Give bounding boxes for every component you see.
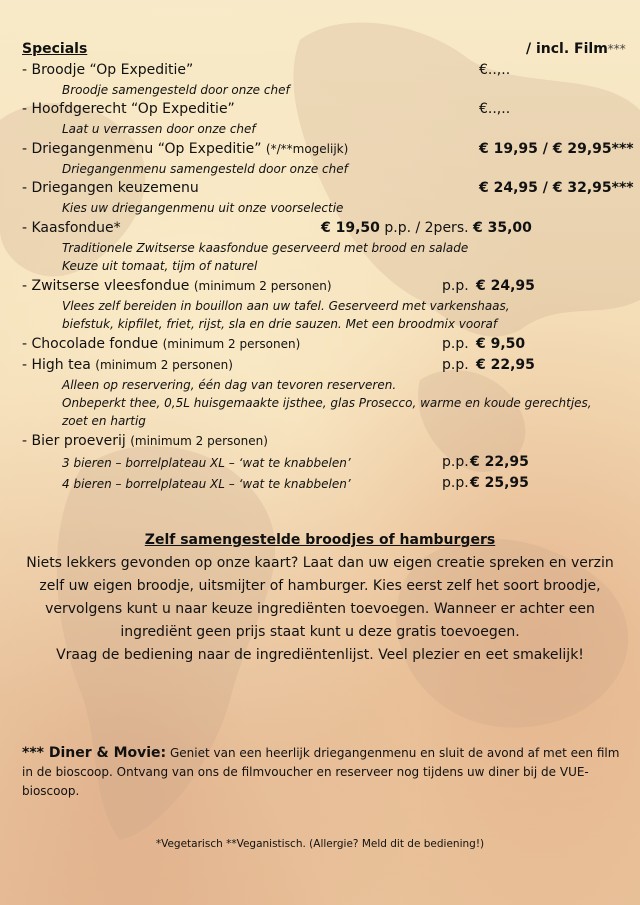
menu-item-desc: Broodje samengesteld door onze chef (62, 83, 290, 97)
section-line: Vraag de bediening naar de ingrediëntenlijst. Veel plezier en eet smakelijk! (56, 647, 584, 663)
menu-item-name: - Broodje “Op Expeditie” (22, 62, 194, 78)
section-line: Niets lekkers gevonden op onze kaart? Laat dan uw eigen creatie spreken en verzin (26, 555, 614, 571)
menu-item-price: € 9,50 (476, 336, 526, 352)
incl-film-label: / incl. Film*** (526, 41, 626, 57)
menu-item-name-row: - High tea (minimum 2 personen) (22, 357, 233, 373)
custom-sandwich-section (20, 532, 620, 667)
diner-movie-note (22, 744, 622, 801)
menu-item-desc: Alleen op reservering, één dag van tevoren reserveren. (62, 378, 397, 392)
beer-option-label: 4 bieren – borrelplateau XL – ‘wat te knabbelen’ (62, 477, 351, 491)
menu-item-name-row: - Bier proeverij (minimum 2 personen) (22, 433, 268, 449)
menu-item-name: - Hoofdgerecht “Op Expeditie” (22, 101, 235, 117)
menu-item-price-row: € 19,50 p.p. / 2pers. € 35,00 (321, 220, 532, 236)
beer-option-price: € 25,95 (470, 475, 529, 491)
menu-item-desc: Driegangenmenu samengesteld door onze chef (62, 162, 348, 176)
menu-item-name-row: - Chocolade fondue (minimum 2 personen) (22, 336, 301, 352)
menu-item-price: € 19,95 / € 29,95*** (479, 141, 634, 157)
diner-movie-text: Geniet van een heerlijk driegangenmenu en sluit de avond af met een film in de bioscoop. Ontvang van ons de filmvoucher en reserveer nog tijdens uw diner bij de VUE-bioscoop. (22, 746, 620, 798)
menu-item-desc: Traditionele Zwitserse kaasfondue geserveerd met brood en salade (62, 241, 469, 255)
per-person-label: p.p. (442, 278, 469, 294)
specials-heading: Specials (22, 41, 88, 57)
beer-option-price: € 22,95 (470, 454, 529, 470)
diner-movie-title: *** Diner & Movie: (22, 745, 167, 761)
menu-item-desc: Onbeperkt thee, 0,5L huisgemaakte ijsthee, glas Prosecco, warme en koude gerechtjes, (62, 396, 592, 410)
menu-item-name-row: - Driegangenmenu “Op Expeditie” (*/**mogelijk) (22, 141, 349, 157)
menu-item-desc: zoet en hartig (62, 414, 146, 428)
per-person-label: p.p. (442, 454, 469, 470)
menu-item-name-row: - Zwitserse vleesfondue (minimum 2 personen) (22, 278, 332, 294)
menu-item-name: - Driegangen keuzemenu (22, 180, 199, 196)
per-person-label: p.p. (442, 475, 469, 491)
menu-item-desc: biefstuk, kipfilet, friet, rijst, sla en drie sauzen. Met een broodmix vooraf (62, 317, 498, 331)
section-title: Zelf samengestelde broodjes of hamburgers (144, 532, 496, 548)
menu-item-price: € 24,95 (476, 278, 535, 294)
per-person-label: p.p. (442, 336, 469, 352)
section-line: zelf uw eigen broodje, uitsmijter of hamburger. Kies eerst zelf het soort broodje, (39, 578, 601, 594)
menu-item-price: €..,.. (479, 101, 511, 117)
menu-item-desc: Laat u verrassen door onze chef (62, 122, 256, 136)
per-person-label: p.p. (442, 357, 469, 373)
menu-item-name: - Kaasfondue* (22, 220, 121, 236)
menu-item-price: €..,.. (479, 62, 511, 78)
allergen-footer: *Vegetarisch **Veganistisch. (Allergie? Meld dit de bediening!) (155, 838, 485, 850)
menu-item-desc: Kies uw driegangenmenu uit onze voorselectie (62, 201, 344, 215)
section-line: ingrediënt geen prijs staat kunt u deze gratis toevoegen. (120, 624, 520, 640)
menu-item-desc: Vlees zelf bereiden in bouillon aan uw tafel. Geserveerd met varkenshaas, (62, 299, 510, 313)
menu-item-price: € 24,95 / € 32,95*** (479, 180, 634, 196)
menu-item-desc: Keuze uit tomaat, tijm of naturel (62, 259, 258, 273)
section-line: vervolgens kunt u naar keuze ingrediënten toevoegen. Wanneer er achter een (45, 601, 595, 617)
menu-item-price: € 22,95 (476, 357, 535, 373)
section-body (20, 552, 620, 667)
beer-option-label: 3 bieren – borrelplateau XL – ‘wat te knabbelen’ (62, 456, 351, 470)
